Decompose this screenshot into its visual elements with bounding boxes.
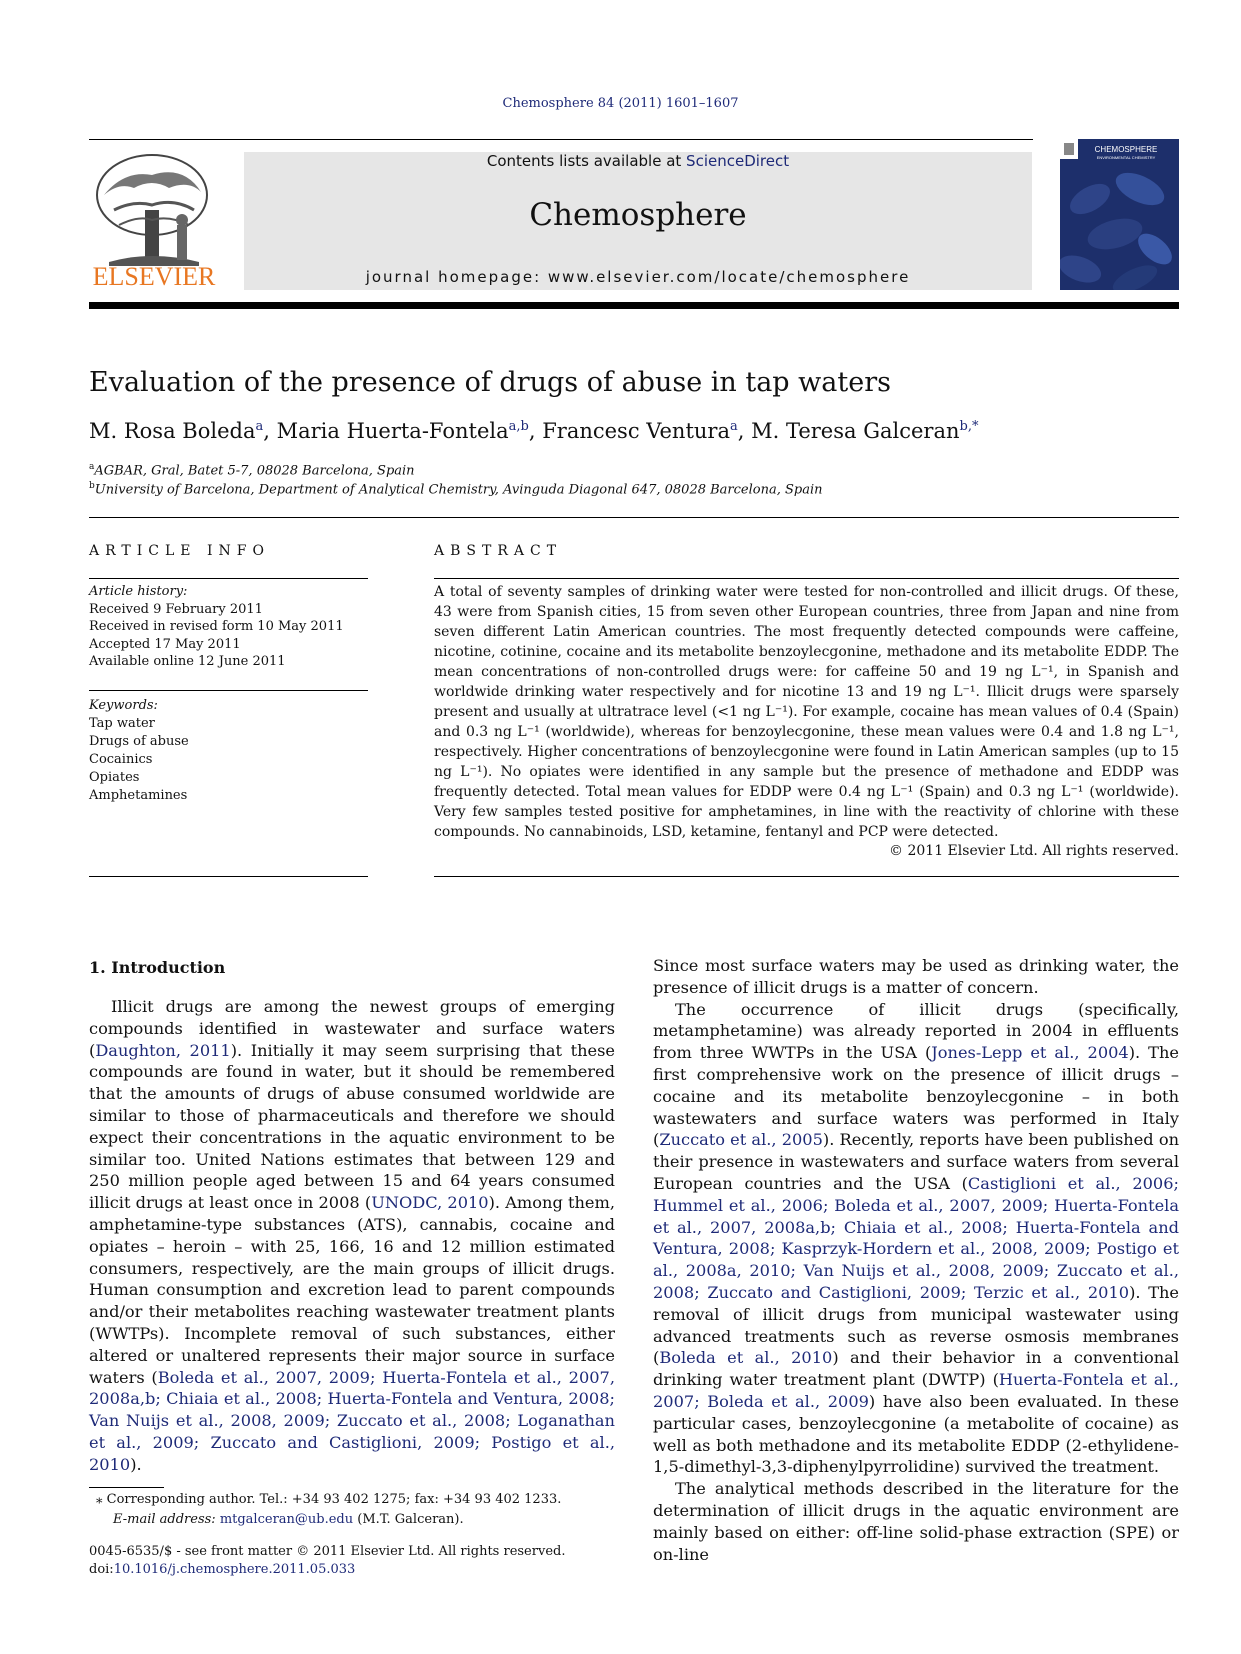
paragraph-text: ). Initially it may seem surprising that these compounds are found in water, but it should be remembered that the amounts of drugs of abuse consumed worldwide are similar to those of pharmaceuticals and therefore we should expect their concentrations in the aquatic environment to be similar too. United Nations estimates that between 129 and 250 million people aged between 15 and 64 years consumed illicit drugs at least once in 2008 ( <box>89 1040 615 1213</box>
elsevier-tree-icon <box>89 150 219 290</box>
paragraph-text: ). Recently, reports have been published on their presence in wastewaters and surface waters from several European countries and the USA ( <box>653 1130 1179 1193</box>
email-note <box>113 1512 464 1527</box>
doi-link[interactable]: 10.1016/j.chemosphere.2011.05.033 <box>113 1562 356 1577</box>
history-item: Available online 12 June 2011 <box>89 654 286 670</box>
authors-rule <box>89 517 1179 518</box>
abstract-text: A total of seventy samples of drinking water were tested for non-controlled and illicit drugs. Of these, 43 were from Spanish cities, 15 from seven other European countries, three from Japan and nine from seven different Latin American countries. The most frequently detected compounds were caffeine, nicotine, cotinine, cocaine and its metabolite benzoylecgonine, methadone and its metabolite EDDP. The mean concentrations of non-controlled drugs were: for caffeine 50 and 19 ng L⁻¹, in Spanish and worldwide drinking water respectively and for nicotine 13 and 19 ng L⁻¹. Illicit drugs were sparsely present and usually at ultratrace level (<1 ng L⁻¹). For example, cocaine has mean values of 0.4 (Spain) and 0.3 ng L⁻¹ (worldwide), whereas for benzoylecgonine, these mean values were 0.4 and 1.8 ng L⁻¹, respectively. Higher concentrations of benzoylecgonine were found in Latin American samples (up to 15 ng L⁻¹). No opiates were identified in any sample but the presence of methadone and EDDP was frequently detected. Total mean values for EDDP were 0.4 ng L⁻¹ (Spain) and 0.3 ng L⁻¹ (worldwide). Very few samples tested positive for amphetamines, in line with the reactivity of chlorine with these compounds. No cannabinoids, LSD, ketamine, fentanyl and PCP were detected. <box>434 584 1179 840</box>
footnote-mark: ⁎ <box>96 1492 103 1507</box>
paragraph-text: Illicit drugs are among the newest groups of emerging compounds identified in wastewater and surface waters ( <box>89 997 615 1060</box>
sciencedirect-link[interactable]: ScienceDirect <box>686 152 790 170</box>
elsevier-logo <box>89 150 219 290</box>
email-suffix: (M.T. Galceran). <box>353 1512 464 1527</box>
header-rule <box>89 139 1033 140</box>
history-item: Received in revised form 10 May 2011 <box>89 619 344 635</box>
contents-line <box>244 152 1032 170</box>
reference-link[interactable]: Daughton, 2011 <box>95 1040 231 1060</box>
affiliation-text: AGBAR, Gral, Batet 5-7, 08028 Barcelona, Spain <box>94 463 415 479</box>
issn-line: 0045-6535/$ - see front matter © 2011 Elsevier Ltd. All rights reserved. <box>89 1544 566 1559</box>
author-separator: , <box>528 419 543 443</box>
history-label: Article history: <box>89 584 188 599</box>
abstract-bottom-rule <box>434 876 1179 877</box>
paragraph-text: ). The removal of illicit drugs from municipal wastewater using advanced treatments such as reverse osmosis membranes ( <box>653 1282 1179 1368</box>
keywords-rule <box>89 690 368 691</box>
article-history <box>89 583 344 671</box>
reference-link[interactable]: Huerta-Fontela et al., 2007; Boleda et al., 2009 <box>653 1370 1179 1411</box>
affiliation-mark: b <box>89 481 95 491</box>
abstract-heading: ABSTRACT <box>434 543 563 559</box>
author-name[interactable]: M. Teresa Galceran <box>751 419 960 443</box>
reference-link[interactable]: Zuccato et al., 2005 <box>659 1130 823 1150</box>
author-separator: , <box>737 419 752 443</box>
abstract-copyright: © 2011 Elsevier Ltd. All rights reserved. <box>889 843 1179 859</box>
affiliation-mark: a <box>89 462 95 472</box>
affiliation <box>89 481 823 497</box>
reference-link[interactable]: Jones-Lepp et al., 2004 <box>931 1043 1129 1063</box>
journal-citation[interactable]: Chemosphere 84 (2011) 1601–1607 <box>502 96 739 111</box>
author-name[interactable]: Francesc Ventura <box>542 419 730 443</box>
reference-link[interactable]: Castiglioni et al., 2006; Hummel et al., 2006; Boleda et al., 2007, 2009; Huerta-Fontela et al., 2007, 2008a,b; Chiaia et al., 2008; Huerta-Fontela and Ventura, 2008; Kasprzyk-Hordern et al., 2008, 2009; Postigo et al., 2008a, 2010; Van Nuijs et al., 2008, 2009; Zuccato et al., 2008; Zuccato and Castiglioni, 2009; Terzic et al., 2010 <box>653 1173 1179 1302</box>
abstract-rule <box>434 578 1179 579</box>
corresponding-author-note <box>96 1492 561 1507</box>
author-affiliation-mark[interactable]: a,b <box>508 419 529 434</box>
keywords-list <box>89 697 189 805</box>
info-bottom-rule <box>89 876 368 877</box>
keywords-label: Keywords: <box>89 698 158 713</box>
header-thick-rule <box>89 302 1179 309</box>
keyword: Tap water <box>89 716 155 731</box>
author-name[interactable]: M. Rosa Boleda <box>89 419 256 443</box>
affiliation-text: University of Barcelona, Department of Analytical Chemistry, Avinguda Diagonal 647, 08028 Barcelona, Spain <box>94 482 823 498</box>
footnote-rule <box>89 1487 164 1488</box>
paragraph-text: ). The first comprehensive work on the presence of illicit drugs – cocaine and its metabolite benzoylecgonine – in both wastewaters and surface waters was performed in Italy ( <box>653 1043 1179 1150</box>
body-paragraph <box>89 996 615 1476</box>
author-name[interactable]: Maria Huerta-Fontela <box>276 419 509 443</box>
email-label: E-mail address: <box>113 1512 220 1527</box>
author-affiliation-mark[interactable]: a <box>255 419 264 434</box>
article-title: Evaluation of the presence of drugs of abuse in tap waters <box>89 367 891 398</box>
paragraph-text: ) have also been evaluated. In these particular cases, benzoylecgonine (a metabolite of cocaine) as well as both methadone and its metabolite EDDP (2-ethylidene-1,5-dimethyl-3,3-diphenylpyrrolidine) survived the treatment. <box>653 1391 1179 1477</box>
paragraph-text: ). <box>130 1454 142 1474</box>
author-affiliation-mark[interactable]: b,* <box>959 419 979 434</box>
footnote-text: Corresponding author. Tel.: +34 93 402 1275; fax: +34 93 402 1233. <box>106 1492 562 1507</box>
paragraph-text: ). Among them, amphetamine-type substances (ATS), cannabis, cocaine and opiates – heroin – with 25, 166, 16 and 12 million estimated consumers, respectively, are the main groups of illicit drugs. Human consumption and excretion lead to parent compounds and/or their metabolites reaching wastewater treatment plants (WWTPs). Incomplete removal of such substances, either altered or unaltered represents their major source in surface waters ( <box>89 1193 615 1387</box>
article-info-heading: ARTICLE INFO <box>89 543 270 559</box>
cover-image <box>1060 139 1179 290</box>
author-affiliation-mark[interactable]: a <box>729 419 738 434</box>
email-link[interactable]: mtgalceran@ub.edu <box>219 1512 354 1527</box>
section-heading-introduction: 1. Introduction <box>89 958 226 977</box>
cover-subtitle: ENVIRONMENTAL CHEMISTRY <box>1096 155 1156 160</box>
body-paragraph: Since most surface waters may be used as drinking water, the presence of illicit drugs is a matter of concern. <box>653 956 1179 997</box>
contents-prefix: Contents lists available at <box>486 152 687 170</box>
journal-banner <box>244 152 1032 290</box>
info-rule <box>89 578 368 579</box>
publisher-name: ELSEVIER <box>92 262 216 290</box>
body-column-left <box>89 996 615 1476</box>
keyword: Opiates <box>89 770 140 785</box>
keyword: Drugs of abuse <box>89 734 189 749</box>
history-item: Accepted 17 May 2011 <box>89 636 241 652</box>
paragraph-text: The occurrence of illicit drugs (specifically, metamphetamine) was already reported in 2004 in effluents from three WWTPs in the USA ( <box>653 999 1179 1063</box>
cover-title: CHEMOSPHERE <box>1094 145 1158 154</box>
author-list <box>89 419 978 443</box>
reference-link[interactable]: UNODC, 2010 <box>371 1193 489 1213</box>
keyword: Cocainics <box>89 752 153 767</box>
body-paragraph: The analytical methods described in the literature for the determination of illicit drugs in the aquatic environment are mainly based on either: off-line solid-phase extraction (SPE) or on-line <box>653 1479 1179 1564</box>
affiliation <box>89 462 415 478</box>
keyword: Amphetamines <box>89 788 188 803</box>
history-item: Received 9 February 2011 <box>89 601 263 617</box>
reference-link[interactable]: Boleda et al., 2007, 2009; Huerta-Fontela et al., 2007, 2008a,b; Chiaia et al., 2008; Huerta-Fontela and Ventura, 2008; Van Nuijs et al., 2008, 2009; Zuccato et al., 2008; Loganathan et al., 2009; Zuccato and Castiglioni, 2009; Postigo et al., 2010 <box>89 1367 615 1474</box>
journal-homepage[interactable]: journal homepage: www.elsevier.com/locate/chemosphere <box>365 268 911 286</box>
doi-label: doi: <box>89 1562 114 1577</box>
journal-cover <box>1060 139 1179 290</box>
doi-line <box>89 1562 355 1577</box>
paragraph-text: ) and their behavior in a conventional drinking water treatment plant (DWTP) ( <box>653 1348 1180 1390</box>
author-separator: , <box>263 419 277 443</box>
body-column-right <box>653 955 1179 1565</box>
reference-link[interactable]: Boleda et al., 2010 <box>659 1348 833 1368</box>
journal-name: Chemosphere <box>529 197 747 233</box>
body-paragraph <box>653 999 1179 1479</box>
